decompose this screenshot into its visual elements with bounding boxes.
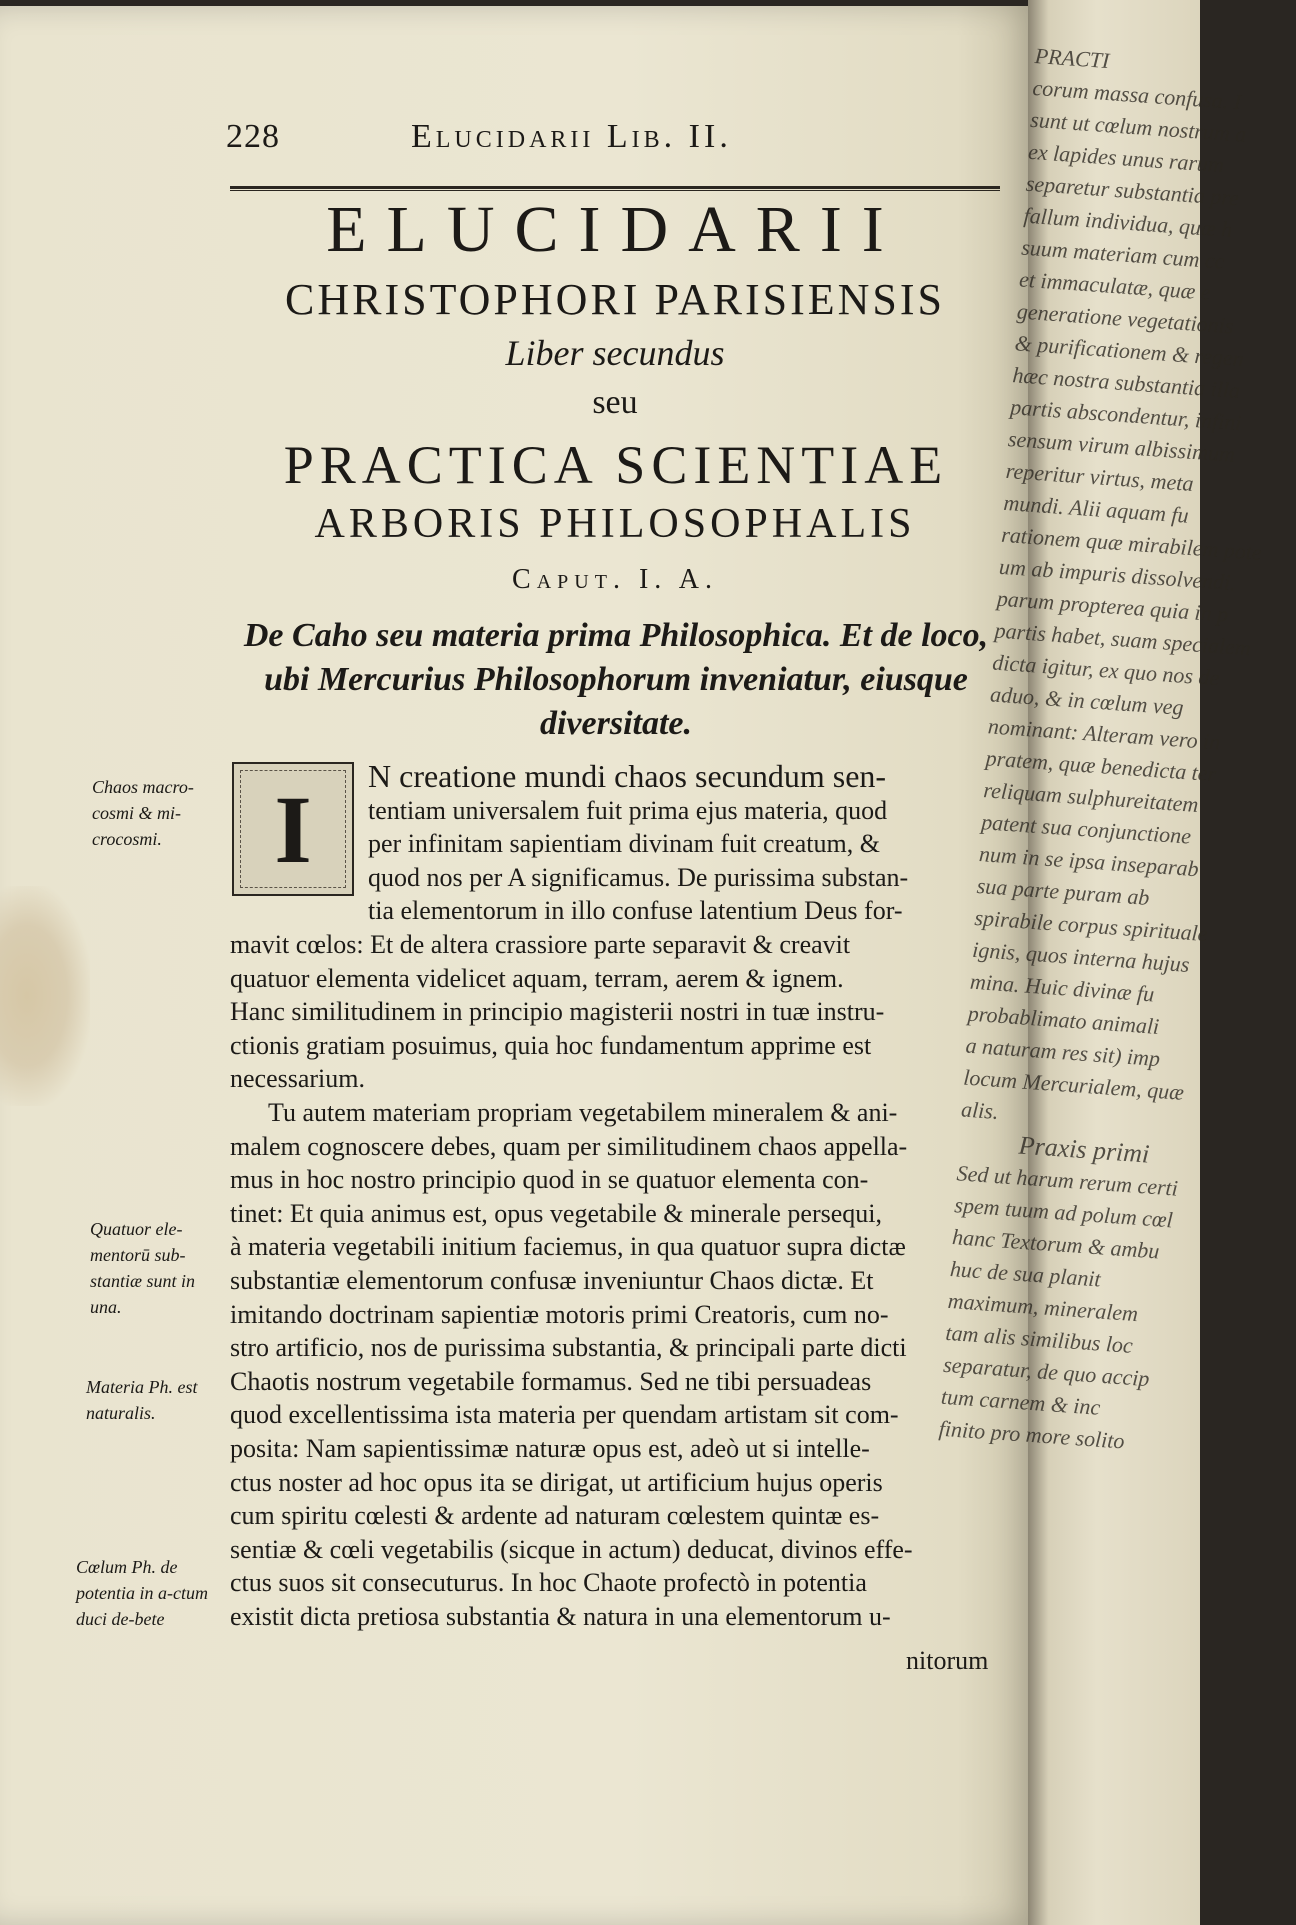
facing-line: PRACTI: [1034, 42, 1111, 74]
body-line: mus in hoc nostro principio quod in se quatuor elementa con-: [230, 1165, 869, 1195]
page-number: 228: [226, 118, 280, 155]
body-line: Chaotis nostrum vegetabile formamus. Sed ne tibi persuadeas: [230, 1366, 872, 1396]
decorated-initial: [232, 762, 354, 896]
book-page: [0, 6, 1040, 1925]
title-line-3: Liber secundus: [505, 333, 725, 373]
chapter-subtitle: De Caho seu materia prima Philosophica. Et de loco, ubi Mercurius Philosophorum inveniatur, eiusque diversitate.: [243, 617, 989, 742]
body-line: tentiam universalem fuit prima ejus materia, quod: [368, 795, 888, 825]
facing-line: & purificationem & regen: [1013, 330, 1245, 372]
facing-line: ex lapides unus rarum: [1027, 138, 1225, 178]
facing-line: rationem quæ mirabilem pote: [1000, 521, 1263, 565]
catchword: nitorum: [906, 1646, 989, 1675]
facing-line: tum carnem & inc: [940, 1383, 1102, 1420]
facing-line: fallum individua, quæ h: [1022, 202, 1234, 243]
body-line: substantiæ elementorum confusæ inveniuntur Chaos dictæ. Et: [230, 1266, 874, 1295]
body-line: ctus suos sit consecuturus. In hoc Chaote profectò in potentia: [230, 1568, 867, 1598]
body-line: Hanc similitudinem in principio magisterii nostri in tuæ instru-: [230, 997, 885, 1027]
facing-line: reliquam sulphureitatem: [982, 777, 1200, 818]
body-line: tia elementorum in illo confuse latentium Deus for-: [368, 896, 903, 926]
facing-line: dicta igitur, ex quo nos de: [991, 649, 1221, 691]
body-line: quatuor elementa videlicet aquam, terram, aerem & ignem.: [230, 963, 844, 993]
facing-line: suum materiam cum cc: [1020, 234, 1226, 274]
body-line: mavit cœlos: Et de altera crassiore parte separavit & creavit: [230, 930, 851, 959]
running-title: Elucidarii Lib. II.: [411, 118, 732, 155]
body-line: tinet: Et quia animus est, opus vegetabile & minerale persequi,: [230, 1198, 882, 1228]
body-line: necessarium.: [230, 1064, 366, 1094]
margin-note-materia: Materia Ph. est naturalis.: [86, 1377, 198, 1423]
facing-line: aduo, & in cœlum veg: [989, 681, 1185, 720]
facing-line: hæc nostra substantia illa: [1011, 362, 1241, 404]
body-line: quod nos per A significamus. De purissima substan-: [368, 862, 909, 892]
facing-line: partis abscondentur, infini: [1009, 394, 1243, 436]
body-line: malem cognoscere debes, quam per similitudinem chaos appella-: [230, 1131, 908, 1161]
facing-line: corum massa confusa. I: [1031, 74, 1243, 115]
chapter-heading: Caput. I. A.: [512, 564, 718, 595]
facing-line: finito pro more solito: [938, 1415, 1126, 1454]
body-line: imitando doctrinam sapientiæ motoris primi Creatoris, cum no-: [230, 1299, 889, 1329]
body-line: N creatione mundi chaos secundum sen-: [368, 758, 887, 794]
facing-line: Sed ut harum rerum certi: [955, 1160, 1179, 1201]
facing-line: separetur substantia pre: [1025, 170, 1240, 211]
body-line: ctionis gratiam posuimus, quia hoc fundamentum apprime est: [230, 1030, 872, 1060]
facing-line: maximum, mineralem: [946, 1287, 1139, 1327]
facing-line: num in se ipsa inseparab: [978, 841, 1200, 882]
body-line: cum spiritu cœlesti & ardente ad naturam cœlestem quintæ es-: [230, 1501, 880, 1531]
facing-line: a naturam res sit) imp: [964, 1032, 1161, 1072]
facing-line: generatione vegetationis: [1016, 298, 1235, 339]
facing-line: probablimato animali: [967, 1000, 1161, 1039]
header-rule: [230, 186, 1000, 189]
body-line: posita: Nam sapientissimæ naturæ opus est, adeò ut si intelle-: [230, 1434, 870, 1463]
facing-line: hanc Textorum & ambu: [951, 1224, 1161, 1264]
facing-line: et immaculatæ, quæ e: [1018, 266, 1212, 305]
facing-line: partis habet, suam specialem: [993, 617, 1252, 661]
facing-line: patent sua conjunctione: [980, 809, 1192, 849]
facing-line: huc de sua planit: [949, 1256, 1102, 1292]
initial-ornament: [240, 770, 346, 888]
facing-line: tam alis similibus loc: [944, 1319, 1134, 1358]
facing-line: spem tuum ad polum cœl: [953, 1192, 1174, 1233]
running-head: [226, 118, 996, 158]
body-line: à materia vegetabili initium faciemus, in qua quatuor supra dictæ: [230, 1232, 906, 1262]
facing-line: sensum virum albissimum: [1007, 426, 1236, 467]
facing-line: reperitur virtus, meta: [1005, 457, 1195, 497]
title-line-1: ELUCIDARII: [326, 193, 904, 266]
facing-line: nominant: Alteram vero in: [987, 713, 1222, 755]
body-line: Tu autem materiam propriam vegetabilem mineralem & ani-: [268, 1098, 898, 1127]
body-line: per infinitam sapientiam divinam fuit creatum, &: [368, 829, 880, 859]
margin-note-coelum: Cœlum Ph. de potentia in a-ctum duci de-bete: [76, 1557, 208, 1629]
margin-note-quatuor: Quatuor ele-mentorū sub-stantiæ sunt in una.: [90, 1219, 196, 1317]
paper-blemish: [0, 886, 90, 1106]
initial-letter: I: [274, 775, 312, 883]
facing-line: ignis, quos interna hujus: [971, 936, 1191, 977]
header-rule-thin: [230, 190, 1000, 191]
margin-note-chaos: Chaos macro-cosmi & mi-crocosmi.: [92, 777, 194, 849]
facing-line: mundi. Alii aquam fu: [1002, 489, 1190, 528]
title-line-5: PRACTICA SCIENTIAE: [283, 435, 949, 495]
body-line: existit dicta pretiosa substantia & natura in una elementorum u-: [230, 1602, 891, 1631]
facing-line: locum Mercurialem, quæ: [962, 1064, 1185, 1105]
body-line: sentiæ & cœli vegetabilis (sicque in actum) deducat, divinos effe-: [230, 1534, 913, 1564]
facing-heading: Praxis primi: [1017, 1130, 1151, 1169]
title-line-4: seu: [592, 384, 638, 421]
facing-line: um ab impuris dissolvendi.: [998, 553, 1237, 596]
facing-line: alis.: [960, 1096, 1000, 1124]
facing-line: spirabile corpus spirituale: [973, 904, 1209, 947]
facing-line: pratem, quæ benedicta ter: [984, 745, 1218, 787]
body-line: stro artificio, nos de purissima substantia, & principali parte dicti: [230, 1333, 907, 1363]
facing-line: mina. Huic divinæ fu: [969, 968, 1156, 1007]
title-line-6: ARBORIS PHILOSOPHALIS: [314, 501, 916, 547]
title-line-2: CHRISTOPHORI PARISIENSIS: [284, 275, 946, 324]
facing-line: parum propterea quia in p: [996, 585, 1230, 627]
body-line: ctus noster ad hoc opus ita se dirigat, ut artificium hujus operis: [230, 1467, 883, 1497]
facing-line: sua parte puram ab: [976, 872, 1151, 910]
facing-line: sunt ut cœlum nostrum a: [1029, 106, 1248, 147]
body-line: quod excellentissima ista materia per quendam artistam sit com-: [230, 1400, 899, 1430]
facing-line: separatur, de quo accip: [942, 1351, 1151, 1392]
